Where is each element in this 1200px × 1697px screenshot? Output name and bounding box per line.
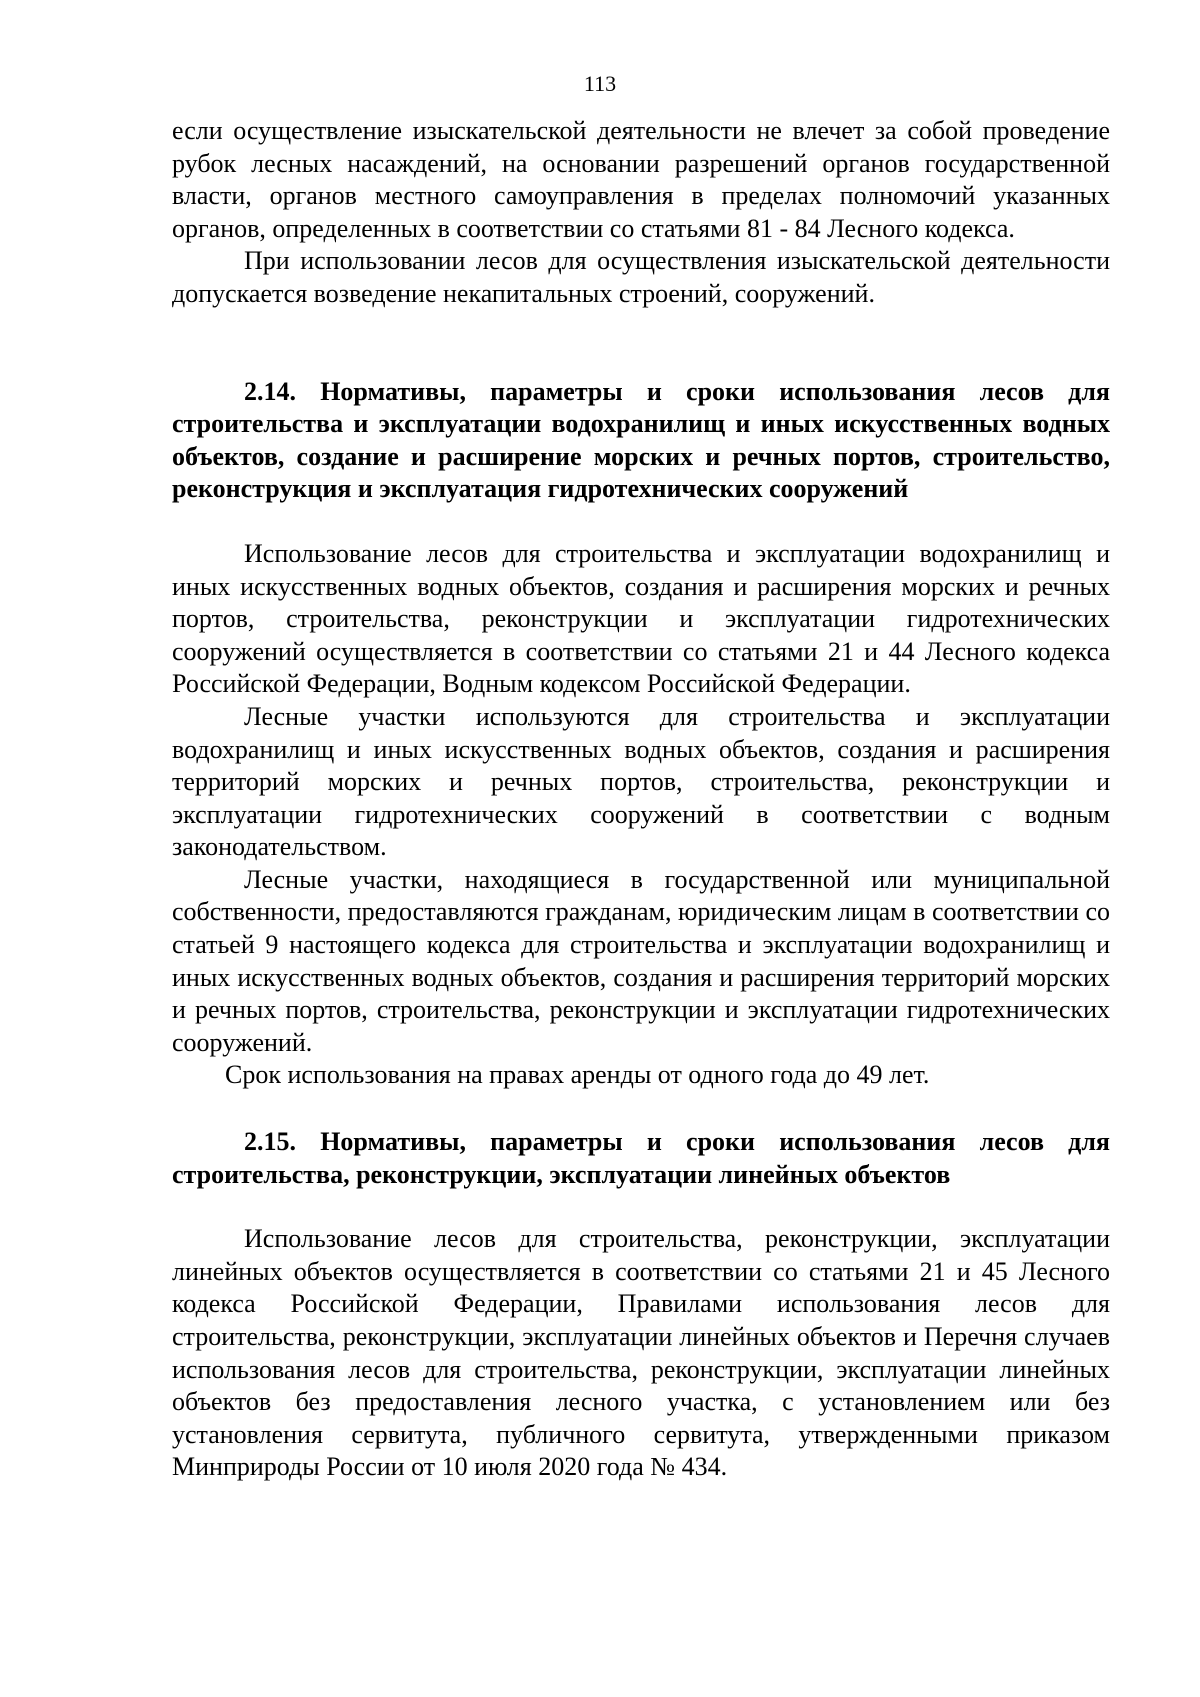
spacer — [172, 1191, 1110, 1223]
page-number: 113 — [583, 71, 617, 96]
section-heading-2-14: 2.14. Нормативы, параметры и сроки использования лесов для строительства и эксплуатации водохранилищ и иных искусственных водных объектов, создание и расширение морских и речных портов, строительство, реконструкция и эксплуатация гидротехнических сооружений — [172, 376, 1110, 504]
paragraph-continuation: если осуществление изыскательской деятельности не влечет за собой проведение рубок лесных насаждений, на основании разрешений органов государственной власти, органов местного самоуправления в пределах полномочий указанных органов, определенных в соответствии со статьями 81 - 84 Лесного кодекса. — [172, 116, 1110, 243]
section-2-15-paragraph-1: Использование лесов для строительства, реконструкции, эксплуатации линейных объектов осуществляется в соответствии со статьями 21 и 45 Лесного кодекса Российской Федерации, Правилами использования лесов для строительства, реконструкции, эксплуатации линейных объектов и Перечня случаев использования лесов для строительства, реконструкции, эксплуатации линейных объектов без предоставления лесного участка, с установлением или без установления сервитута, публичного сервитута, утвержденными приказом Минприроды России от 10 июля 2020 года № 434. — [172, 1224, 1110, 1482]
spacer — [172, 1092, 1110, 1126]
section-2-14-paragraph-3: Лесные участки, находящиеся в государственной или муниципальной собственности, предоставляются гражданам, юридическим лицам в соответствии со статьей 9 настоящего кодекса для строительства и эксплуатации водохранилищ и иных искусственных водных объектов, создания и расширения территорий морских и речных портов, строительства, реконструкции и эксплуатации гидротехнических сооружений. — [172, 864, 1110, 1057]
section-2-14-paragraph-4: Срок использования на правах аренды от одного года до 49 лет. — [225, 1060, 930, 1090]
spacer — [172, 506, 1110, 538]
paragraph-temporary-structures: При использовании лесов для осуществления изыскательской деятельности допускается возведение некапитальных строений, сооружений. — [172, 246, 1110, 308]
section-2-14-paragraph-1: Использование лесов для строительства и эксплуатации водохранилищ и иных искусственных водных объектов, создания и расширения морских и речных портов, строительства, реконструкции и эксплуатации гидротехнических сооружений осуществляется в соответствии со статьями 21 и 44 Лесного кодекса Российской Федерации, Водным кодексом Российской Федерации. — [172, 538, 1110, 699]
section-heading-2-15: 2.15. Нормативы, параметры и сроки использования лесов для строительства, реконструкции, эксплуатации линейных объектов — [172, 1127, 1110, 1189]
document-body — [172, 115, 1110, 1484]
section-2-14-paragraph-2: Лесные участки используются для строительства и эксплуатации водохранилищ и иных искусственных водных объектов, создания и расширения территорий морских и речных портов, строительства, реконструкции и эксплуатации гидротехнических сооружений в соответствии с водным законодательством. — [172, 701, 1110, 862]
spacer — [172, 311, 1110, 376]
